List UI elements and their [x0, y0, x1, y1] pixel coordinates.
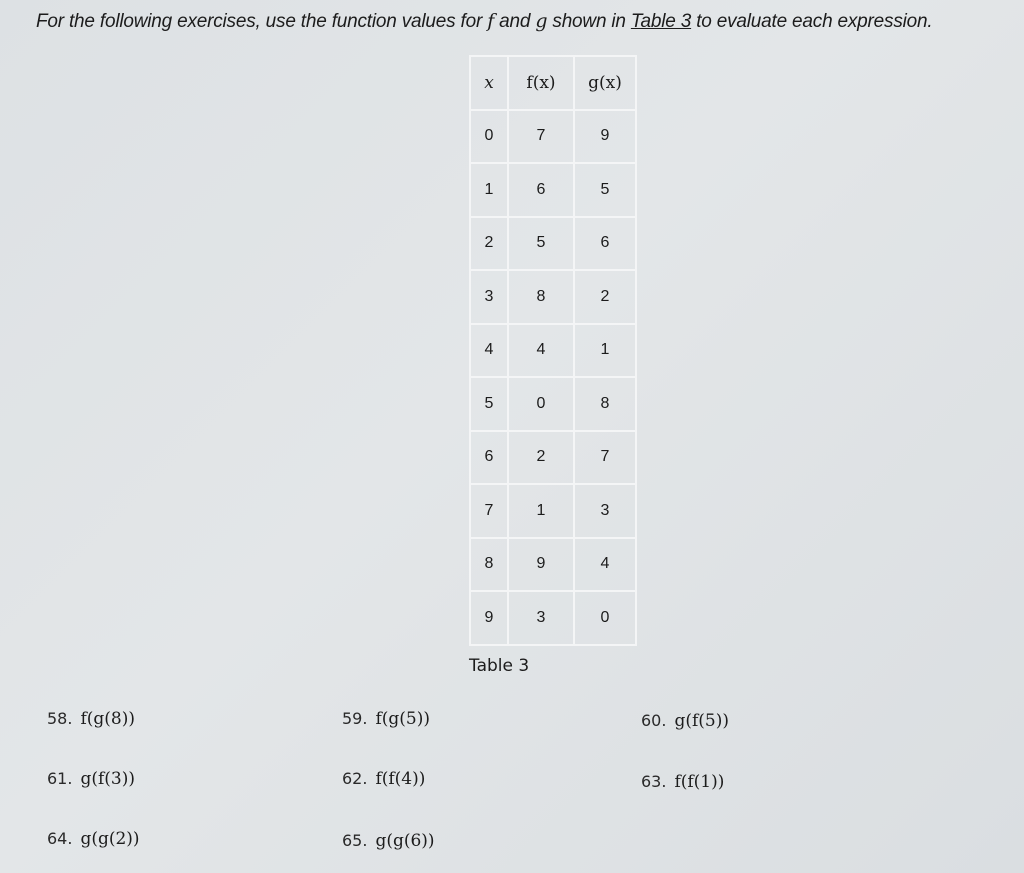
cell-fx: 3	[508, 591, 574, 645]
exercise-expression: f(f(4))	[375, 769, 426, 789]
header-gx: g(x)	[574, 56, 636, 110]
instructions-tail: to evaluate each expression.	[696, 11, 933, 32]
exercise-number: 65.	[342, 831, 368, 850]
table-row	[470, 110, 636, 164]
table-row	[470, 217, 636, 271]
table-row	[470, 377, 636, 431]
exercise-expression: f(g(8))	[80, 709, 135, 729]
exercise-item	[342, 769, 425, 789]
exercise-number: 64.	[47, 829, 73, 848]
cell-gx: 5	[574, 163, 636, 217]
table-row	[470, 484, 636, 538]
function-f-symbol: f	[487, 10, 495, 32]
instructions-lead: For the following exercises, use the function values for	[36, 11, 483, 32]
cell-x: 6	[470, 431, 508, 485]
exercise-expression: f(g(5))	[375, 709, 430, 729]
exercise-item	[641, 772, 724, 792]
cell-x: 2	[470, 217, 508, 271]
table-row	[470, 324, 636, 378]
function-g-symbol: g	[535, 10, 548, 32]
instructions-and: and	[499, 11, 531, 32]
table-row	[470, 538, 636, 592]
instructions-shown-in: shown in	[552, 11, 626, 32]
cell-fx: 8	[508, 270, 574, 324]
cell-fx: 2	[508, 431, 574, 485]
cell-x: 1	[470, 163, 508, 217]
cell-gx: 2	[574, 270, 636, 324]
cell-x: 0	[470, 110, 508, 164]
cell-x: 8	[470, 538, 508, 592]
exercise-expression: g(g(6))	[375, 831, 435, 851]
table-row	[470, 163, 636, 217]
cell-gx: 3	[574, 484, 636, 538]
exercise-number: 61.	[47, 769, 73, 788]
cell-fx: 9	[508, 538, 574, 592]
cell-fx: 0	[508, 377, 574, 431]
table-reference-link[interactable]: Table 3	[630, 11, 692, 32]
cell-gx: 0	[574, 591, 636, 645]
exercise-item	[47, 829, 140, 849]
header-fx: f(x)	[508, 56, 574, 110]
exercise-item	[342, 709, 430, 729]
cell-x: 9	[470, 591, 508, 645]
cell-gx: 6	[574, 217, 636, 271]
cell-gx: 4	[574, 538, 636, 592]
function-values-table	[469, 55, 637, 646]
exercise-number: 63.	[641, 772, 667, 791]
table-row	[470, 431, 636, 485]
cell-fx: 5	[508, 217, 574, 271]
header-x: x	[470, 56, 508, 110]
cell-gx: 7	[574, 431, 636, 485]
cell-gx: 8	[574, 377, 636, 431]
exercise-item	[47, 709, 135, 729]
table-header-row	[470, 56, 636, 110]
cell-gx: 1	[574, 324, 636, 378]
exercise-number: 60.	[641, 711, 667, 730]
cell-fx: 4	[508, 324, 574, 378]
cell-x: 5	[470, 377, 508, 431]
exercise-item	[641, 711, 729, 731]
cell-x: 4	[470, 324, 508, 378]
table-caption: Table 3	[469, 656, 530, 676]
table-row	[470, 591, 636, 645]
exercise-number: 62.	[342, 769, 368, 788]
exercise-item	[342, 831, 435, 851]
cell-x: 3	[470, 270, 508, 324]
cell-x: 7	[470, 484, 508, 538]
exercise-expression: g(g(2))	[80, 829, 140, 849]
exercise-item	[47, 769, 135, 789]
cell-fx: 1	[508, 484, 574, 538]
exercise-number: 59.	[342, 709, 368, 728]
table-row	[470, 270, 636, 324]
exercise-expression: f(f(1))	[674, 772, 725, 792]
exercise-number: 58.	[47, 709, 73, 728]
cell-fx: 7	[508, 110, 574, 164]
instructions-text	[36, 10, 932, 33]
cell-fx: 6	[508, 163, 574, 217]
exercise-expression: g(f(5))	[674, 711, 729, 731]
cell-gx: 9	[574, 110, 636, 164]
exercise-expression: g(f(3))	[80, 769, 135, 789]
